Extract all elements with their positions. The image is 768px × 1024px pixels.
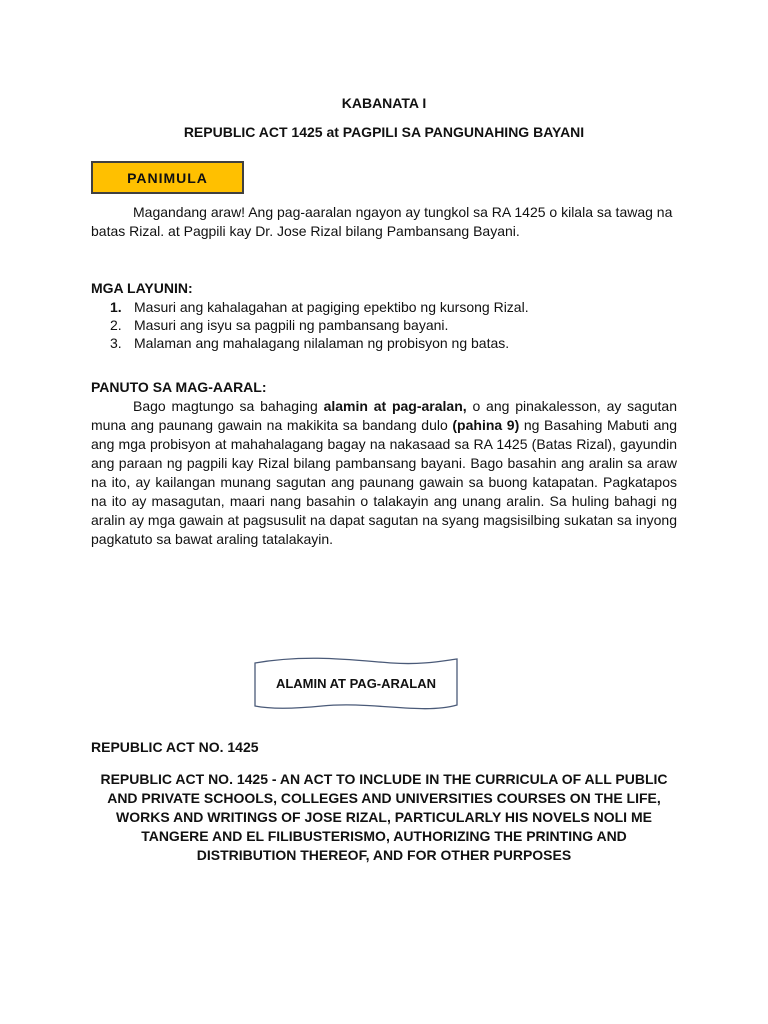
list-item-text: Masuri ang isyu sa pagpili ng pambansang bayani. [134, 317, 449, 333]
directions-bold-2: (pahina 9) [452, 417, 520, 433]
directions-bold-1: alamin at pag-aralan, [323, 398, 467, 414]
directions-paragraph [91, 397, 677, 549]
list-item [110, 298, 670, 316]
chapter-title: KABANATA I [341, 95, 427, 111]
list-item-number: 2. [110, 317, 122, 333]
intro-box-label: PANIMULA [127, 169, 208, 186]
intro-text: Magandang araw! Ang pag-aaralan ngayon ay tungkol sa RA 1425 o kilala sa tawag na batas Rizal. at Pagpili kay Dr. Jose Rizal bilang Pambansang Bayani. [91, 204, 673, 239]
objectives-heading: MGA LAYUNIN: [91, 280, 193, 296]
directions-text-3: ng Basahing Mabuti ang ang mga probisyon at mahahalagang bagay na nakasaad sa RA 1425 (Batas Rizal), gayundin ang paraan ng pagpili kay Rizal bilang pambansang bayani. Bago basahin ang aralin sa araw na ito, ay kailangan munang sagutan ang paunang gawain sa buong katapatan. Pagkatapos na ito ay masagutan, maari nang basahin o talakayin ang unang aralin. Sa huling bahagi ng aralin ay mga gawain at pagsusulit na dapat sagutan na syang magsisilbing sukatan sa inyong pagkatuto sa bawat araling tatalakayin. [91, 417, 677, 547]
banner-label: ALAMIN AT PAG-ARALAN [275, 676, 437, 691]
list-item [110, 316, 670, 334]
ra-heading: REPUBLIC ACT NO. 1425 [91, 739, 259, 755]
ra-full-title: REPUBLIC ACT NO. 1425 - AN ACT TO INCLUDE IN THE CURRICULA OF ALL PUBLIC AND PRIVATE SCHOOLS, COLLEGES AND UNIVERSITIES COURSES ON THE LIFE, WORKS AND WRITINGS OF JOSE RIZAL, PARTICULARLY HIS NOVELS NOLI ME TANGERE AND EL FILIBUSTERISMO, AUTHORIZING THE PRINTING AND DISTRIBUTION THEREOF, AND FOR OTHER PURPOSES [100, 771, 668, 863]
list-item-text: Masuri ang kahalagahan at pagiging epektibo ng kursong Rizal. [134, 299, 529, 315]
objectives-list [110, 298, 670, 352]
chapter-subtitle: REPUBLIC ACT 1425 at PAGPILI SA PANGUNAHING BAYANI [183, 124, 585, 140]
directions-text-1: Bago magtungo sa bahaging [133, 398, 324, 414]
list-item-number: 1. [110, 299, 122, 315]
directions-text-2: o ang pinakalesson, ay sagutan muna ang paunang gawain na makikita sa bandang dulo [91, 398, 677, 433]
intro-box [91, 161, 244, 194]
intro-paragraph [91, 203, 677, 241]
list-item [110, 334, 670, 352]
directions-heading: PANUTO SA MAG-AARAL: [91, 379, 267, 395]
list-item-number: 3. [110, 335, 122, 351]
list-item-text: Malaman ang mahalagang nilalaman ng probisyon ng batas. [134, 335, 510, 351]
